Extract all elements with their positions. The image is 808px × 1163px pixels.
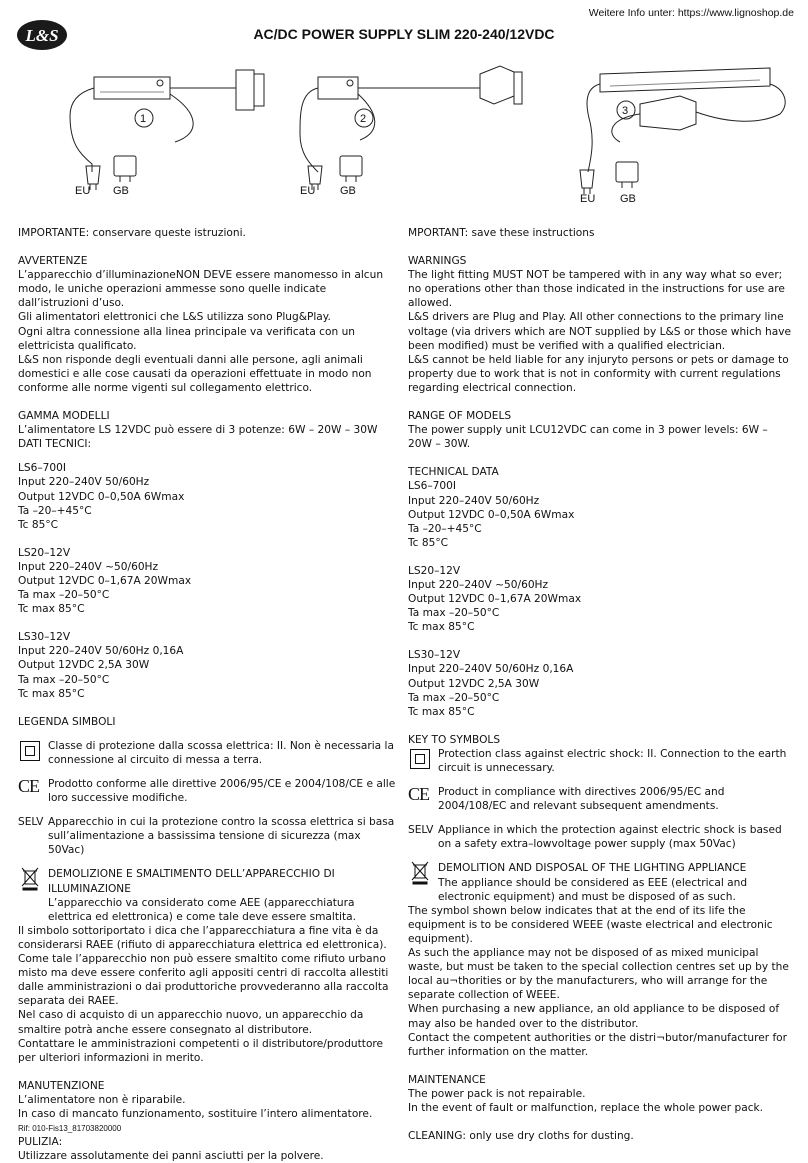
warnings-title: AVVERTENZE <box>18 255 88 268</box>
spec-line: LS6–700I <box>408 480 457 493</box>
reference-code: Rif: 010-Fis13_81703820000 <box>18 1124 122 1133</box>
warning-paragraph: L&S non risponde degli eventuali danni alle persone, agli animali domestici e alle cose causati da operazioni effettuate in modo non conforme alle norme vigenti sul collegamento elettrico. <box>18 353 372 394</box>
maintenance-line: In the event of fault or malfunction, replace the whole power pack. <box>408 1101 764 1114</box>
symbol-ce: CE Product in compliance with directives 2006/95/EC and 2004/108/EC and relevant subsequent amendments. <box>408 784 725 813</box>
maintenance-title: MAINTENANCE <box>408 1073 486 1086</box>
models-title: GAMMA MODELLI <box>18 410 110 423</box>
spec-line: LS6–700I <box>18 462 67 475</box>
symbol-class-ii: Classe di protezione dalla scossa elettrica: II. Non è necessaria la connessione al circuito di messa a terra. <box>18 739 398 767</box>
spec-line: Ta max –20–50°C <box>18 673 110 686</box>
important-note: MPORTANT: save these instructions <box>408 227 595 239</box>
models-title: RANGE OF MODELS <box>408 410 512 423</box>
spec-line: Ta max –20–50°C <box>18 589 110 602</box>
spec-line: Input 220–240V ~50/60Hz <box>408 578 549 591</box>
figure-1-eu-label: EU <box>75 185 91 197</box>
spec-line: Output 12VDC 0–1,67A 20Wmax <box>18 574 192 587</box>
spec-line: Output 12VDC 2,5A 30W <box>18 659 150 672</box>
spec-line: Output 12VDC 0–0,50A 6Wmax <box>408 508 575 521</box>
figure-3-eu-label: EU <box>580 193 596 204</box>
tech-title: TECHNICAL DATA <box>408 466 499 479</box>
svg-text:L&S: L&S <box>25 26 59 45</box>
spec-line: Ta –20–+45°C <box>18 504 92 517</box>
spec-line: Output 12VDC 0–0,50A 6Wmax <box>18 490 185 503</box>
maintenance-line: L’alimentatore non è riparabile. <box>18 1093 186 1106</box>
warning-paragraph: Ogni altra connessione alla linea principale va verificata con un elettricista qualificato. <box>18 325 356 352</box>
spec-line: Input 220–240V 50/60Hz 0,16A <box>18 645 184 658</box>
maintenance-title: MANUTENZIONE <box>18 1079 105 1092</box>
symbols-title: LEGENDA SIMBOLI <box>18 715 116 728</box>
spec-line: Tc max 85°C <box>408 621 475 634</box>
maintenance-line: The power pack is not repairable. <box>408 1087 586 1100</box>
symbols-title: KEY TO SYMBOLS <box>408 733 501 746</box>
info-url: Weitere Info unter: https://www.lignoshop.de <box>588 7 794 19</box>
spec-line: Ta –20–+45°C <box>408 522 482 535</box>
figure-3-eu-plug <box>580 170 594 194</box>
warning-paragraph: L&S cannot be held liable for any injuryto persons or pets or damage to property due to work that is not in conformity with current regulations regarding electrical connection. <box>408 353 789 394</box>
symbol-class-ii: Protection class against electric shock: II. Connection to the earth circuit is unnecessary. <box>408 747 792 775</box>
symbol-selv: SELV Apparecchio in cui la protezione contro la scossa elettrica si basa sull’alimentazione a bassissima tensione di sicurezza (max 50Vac) <box>18 816 395 857</box>
class-ii-icon <box>20 741 40 761</box>
cleaning-title: PULIZIA: <box>18 1136 63 1149</box>
ce-mark-icon: CE <box>18 776 40 796</box>
spec-line: Tc max 85°C <box>18 687 85 700</box>
weee-bin-icon <box>20 867 40 891</box>
ce-mark-icon: CE <box>408 784 430 805</box>
weee-paragraph: Il simbolo sottoriportato i dica che l’apparecchiatura a fine vita è da considerarsi RAEE (rifiuto di apparecchiatura elettrica ed elettronica). <box>18 924 387 951</box>
figure-1-gb-label: GB <box>113 185 129 197</box>
warning-paragraph: Gli alimentatori elettronici che L&S utilizza sono Plug&Play. <box>18 311 331 324</box>
figure-3-number: 3 <box>622 105 629 117</box>
spec-line: Tc 85°C <box>408 536 449 549</box>
symbol-weee: DEMOLITION AND DISPOSAL OF THE LIGHTING APPLIANCE The appliance should be considered as EEE (electrical and electronic equipment) and must be disposed of as such. <box>408 861 792 903</box>
weee-paragraph: The symbol shown below indicates that at the end of its life the equipment is to be considered WEEE (waste electrical and electronic equipment). <box>408 904 773 945</box>
figure-2-gb-plug <box>340 156 362 182</box>
models-text: L’alimentatore LS 12VDC può essere di 3 potenze: 6W – 20W – 30W <box>18 424 378 437</box>
weee-paragraph: Nel caso di acquisto di un apparecchio nuovo, un apparecchio da smaltire potrà anche essere consegnato al distributore. <box>18 1009 364 1036</box>
figure-1-gb-plug <box>114 156 136 182</box>
warnings-title: WARNINGS <box>408 255 467 268</box>
warning-paragraph: L&S drivers are Plug and Play. All other connections to the primary line voltage (via drivers which are NOT supplied by L&S or those which have been modified) must be verified with a qualified electrician. <box>408 311 792 352</box>
figure-2-gb-label: GB <box>340 185 356 197</box>
symbol-ce: CE Prodotto conforme alle direttive 2006/95/CE e 2004/108/CE e alle loro successive modifiche. <box>18 776 396 805</box>
cleaning-text: CLEANING: only use dry cloths for dusting. <box>408 1130 634 1143</box>
selv-label: SELV <box>18 816 44 829</box>
tech-title: DATI TECNICI: <box>18 438 92 451</box>
spec-line: Ta max –20–50°C <box>408 691 500 704</box>
spec-line: Tc max 85°C <box>408 705 475 718</box>
important-note: IMPORTANTE: conservare queste istruzioni. <box>18 227 246 239</box>
spec-line: Output 12VDC 2,5A 30W <box>408 677 540 690</box>
spec-line: Input 220–240V 50/60Hz <box>18 476 150 489</box>
english-column <box>408 226 792 1143</box>
spec-line: Ta max –20–50°C <box>408 607 500 620</box>
symbol-weee: DEMOLIZIONE E SMALTIMENTO DELL’APPARECCHIO DI ILLUMINAZIONE L’apparecchio va considerato come AEE (apparecchiatura elettrica ed elettronica) e come tale deve essere smaltita. <box>18 867 398 923</box>
figure-2-eu-label: EU <box>300 185 316 197</box>
spec-line: LS20–12V <box>408 564 461 577</box>
spec-line: Tc 85°C <box>18 518 59 531</box>
selv-label: SELV <box>408 824 434 837</box>
figure-1-driver <box>70 70 264 172</box>
maintenance-line: In caso di mancato funzionamento, sostituire l’intero alimentatore. <box>18 1107 373 1120</box>
figure-1-number: 1 <box>140 113 147 125</box>
figure-2-driver <box>300 66 522 172</box>
weee-bin-icon <box>410 861 430 885</box>
figure-2-number: 2 <box>360 113 367 125</box>
figure-3-driver <box>587 68 785 172</box>
weee-paragraph: Come tale l’apparecchio non può essere smaltito come rifiuto urbano misto ma deve essere conferito agli appositi centri di raccolta allestiti dalle amministrazioni o dai produttoriche provvederanno alla raccolta separata dei RAEE. <box>18 953 389 1008</box>
spec-line: Input 220–240V 50/60Hz 0,16A <box>408 663 574 676</box>
spec-line: Output 12VDC 0–1,67A 20Wmax <box>408 593 582 606</box>
warning-paragraph: The light fitting MUST NOT be tampered with in any way what so ever; no operations other than those indicated in the instructions for use are allowed. <box>408 269 785 310</box>
weee-paragraph: Contact the competent authorities or the distri¬butor/manufacturer for further information on the matter. <box>408 1031 788 1058</box>
models-text: The power supply unit LCU12VDC can come in 3 power levels: 6W – 20W – 30W. <box>408 424 768 451</box>
figure-3-gb-plug <box>616 162 638 188</box>
symbol-selv: SELV Appliance in which the protection against electric shock is based on a safety extra–lowvoltage power supply (max 50Vac) <box>408 824 782 851</box>
figure-3-gb-label: GB <box>620 193 636 204</box>
spec-line: Input 220–240V 50/60Hz <box>408 494 540 507</box>
cleaning-text: Utilizzare assolutamente dei panni asciutti per la polvere. <box>18 1150 324 1163</box>
weee-paragraph: As such the appliance may not be disposed of as mixed municipal waste, but must be taken to the special collection centres set up by the local au¬thorities or by the manufacturers, who will arrange for the separate collection of WEEE. <box>408 947 789 1002</box>
spec-line: LS20–12V <box>18 546 71 559</box>
product-figures <box>0 44 808 204</box>
spec-line: Tc max 85°C <box>18 603 85 616</box>
weee-paragraph: Contattare le amministrazioni competenti o il distributore/produttore per ulteriori informazioni in merito. <box>18 1037 384 1064</box>
warning-paragraph: L’apparecchio d’illuminazioneNON DEVE essere manomesso in alcun modo, le uniche operazioni ammesse sono quelle indicate dall’istruzioni d’uso. <box>18 269 384 310</box>
spec-line: Input 220–240V ~50/60Hz <box>18 560 159 573</box>
spec-line: LS30–12V <box>18 631 71 644</box>
weee-paragraph: When purchasing a new appliance, an old appliance to be disposed of may also be handed over to the distributor. <box>408 1003 780 1030</box>
class-ii-icon <box>410 749 430 769</box>
italian-column <box>18 226 398 1163</box>
page-title: AC/DC POWER SUPPLY SLIM 220-240/12VDC <box>253 26 555 42</box>
spec-line: LS30–12V <box>408 649 461 662</box>
